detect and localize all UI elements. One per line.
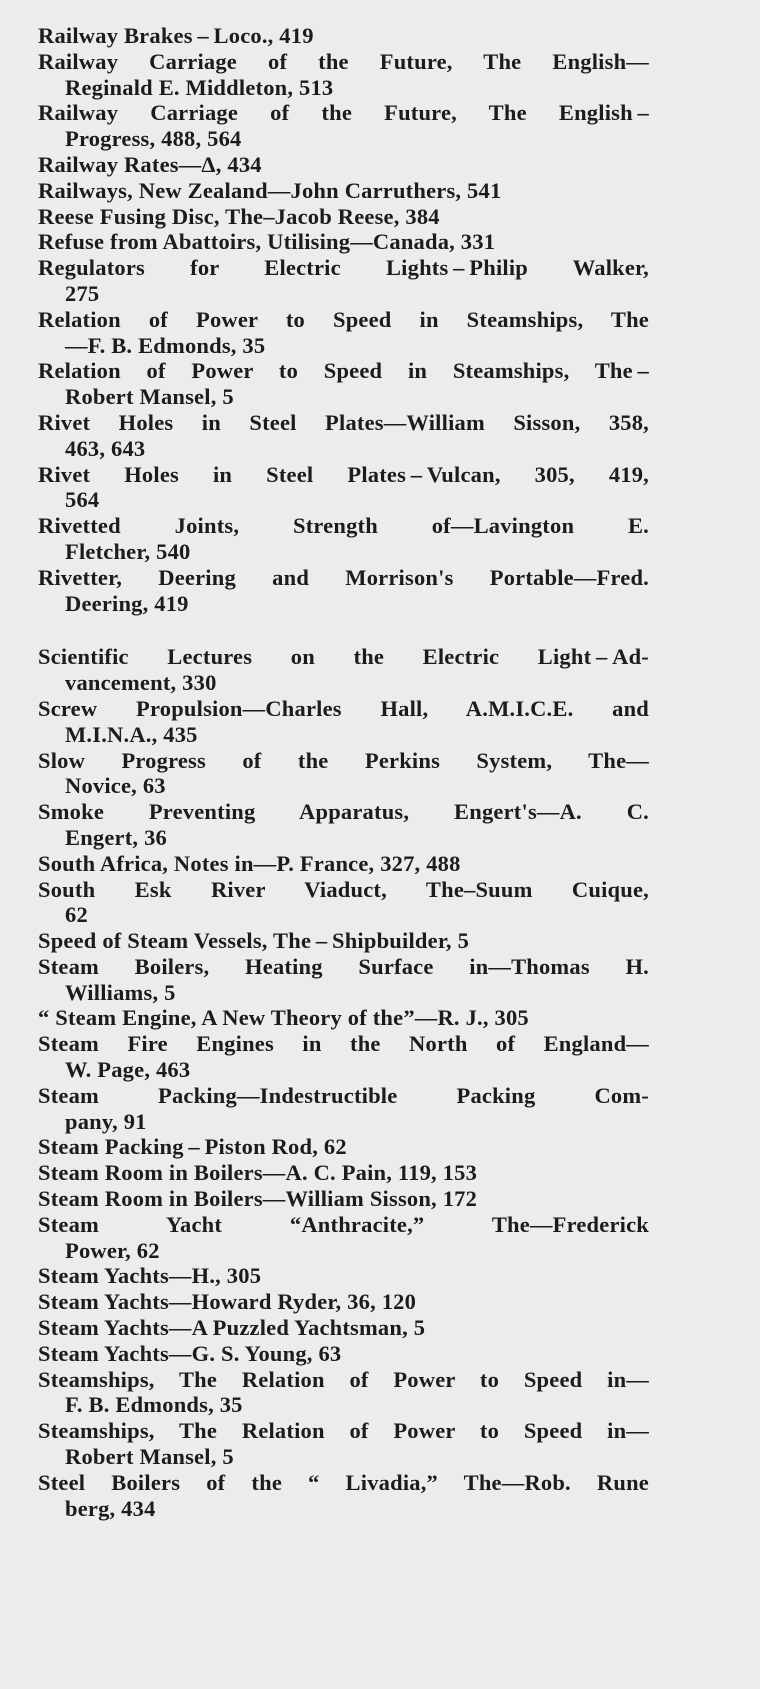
index-entry: [38, 851, 649, 877]
entry-continuation-line: vancement, 330: [65, 670, 217, 696]
index-entry: [38, 565, 649, 617]
index-entry: [38, 1315, 649, 1341]
entry-line: Railway Carriage of the Future, The English –: [38, 100, 649, 126]
index-entry: [38, 1031, 649, 1083]
entry-continuation-line: Novice, 63: [65, 773, 166, 799]
entry-line: South Esk River Viaduct, The–Suum Cuique,: [38, 876, 649, 902]
index-entry: [38, 696, 649, 748]
entry-continuation-line: 275: [65, 280, 100, 306]
entry-line: Reese Fusing Disc, The–Jacob Reese, 384: [38, 203, 440, 229]
index-entry: [38, 229, 649, 255]
index-entry: [38, 1263, 649, 1289]
entry-line: Steamships, The Relation of Power to Speed in—: [38, 1418, 649, 1444]
index-entry: [38, 1083, 649, 1135]
index-entry: [38, 799, 649, 851]
index-entry: [38, 1367, 649, 1419]
index-entry: [38, 23, 649, 49]
index-entry: [38, 513, 649, 565]
entry-line: Speed of Steam Vessels, The – Shipbuilder, 5: [38, 928, 470, 954]
index-entry: [38, 1160, 649, 1186]
entry-continuation-line: Robert Mansel, 5: [65, 384, 234, 410]
index-entry: [38, 1289, 649, 1315]
entry-continuation-line: Fletcher, 540: [65, 538, 191, 564]
entry-continuation-line: pany, 91: [65, 1108, 147, 1134]
entry-continuation-line: Deering, 419: [65, 590, 189, 616]
entry-line: Steam Room in Boilers—William Sisson, 172: [38, 1186, 478, 1212]
index-entry: [38, 307, 649, 359]
entry-line: Refuse from Abattoirs, Utilising—Canada, 331: [38, 229, 496, 255]
index-entry: [38, 1212, 649, 1264]
index-entry: [38, 954, 649, 1006]
entry-line: Rivet Holes in Steel Plates – Vulcan, 305, 419,: [38, 461, 649, 487]
entry-line: Steam Packing – Piston Rod, 62: [38, 1134, 347, 1160]
entry-continuation-line: Williams, 5: [65, 979, 176, 1005]
index-entry: [38, 1186, 649, 1212]
index-section: [38, 23, 649, 616]
entry-line: Rivetted Joints, Strength of—Lavington E.: [38, 513, 649, 539]
index-entry: [38, 1134, 649, 1160]
entry-line: Regulators for Electric Lights – Philip Walker,: [38, 255, 649, 281]
index-entry: [38, 358, 649, 410]
index-entry: [38, 877, 649, 929]
entry-line: Railway Brakes – Loco., 419: [38, 23, 314, 48]
entry-continuation-line: 62: [65, 902, 88, 928]
entry-line: Steam Room in Boilers—A. C. Pain, 119, 153: [38, 1160, 478, 1186]
section-gap: [38, 616, 649, 644]
index-entry: [38, 1341, 649, 1367]
entry-line: Steam Yacht “Anthracite,” The—Frederick: [38, 1211, 649, 1237]
index-entry: [38, 204, 649, 230]
entry-line: Rivet Holes in Steel Plates—William Sisson, 358,: [38, 409, 649, 435]
entry-continuation-line: Engert, 36: [65, 824, 167, 850]
entry-line: Steam Yachts—A Puzzled Yachtsman, 5: [38, 1315, 426, 1341]
entry-continuation-line: Reginald E. Middleton, 513: [65, 74, 334, 100]
entry-line: Relation of Power to Speed in Steamships, The –: [38, 358, 649, 384]
entry-line: Steam Packing—Indestructible Packing Com-: [38, 1082, 649, 1108]
index-page: [38, 23, 649, 1521]
index-entry: [38, 255, 649, 307]
entry-line: Steam Yachts—Howard Ryder, 36, 120: [38, 1289, 417, 1315]
index-entry: [38, 410, 649, 462]
entry-line: South Africa, Notes in—P. France, 327, 488: [38, 850, 461, 876]
index-entry: [38, 748, 649, 800]
entry-line: Steel Boilers of the “ Livadia,” The—Rob. Rune: [38, 1469, 649, 1495]
entry-continuation-line: 564: [65, 487, 100, 513]
entry-continuation-line: Robert Mansel, 5: [65, 1444, 234, 1470]
index-entry: [38, 1418, 649, 1470]
entry-line: Steam Yachts—H., 305: [38, 1263, 262, 1289]
entry-line: Screw Propulsion—Charles Hall, A.M.I.C.E. and: [38, 695, 649, 721]
entry-line: Steam Yachts—G. S. Young, 63: [38, 1340, 342, 1366]
entry-line: Relation of Power to Speed in Steamships, The: [38, 306, 649, 332]
entry-line: Railways, New Zealand—John Carruthers, 541: [38, 177, 502, 203]
entry-continuation-line: M.I.N.A., 435: [65, 721, 198, 747]
index-section: [38, 644, 649, 1521]
entry-line: Railway Rates—Δ, 434: [38, 151, 262, 177]
index-entry: [38, 928, 649, 954]
entry-line: Railway Carriage of the Future, The English—: [38, 48, 649, 74]
entry-continuation-line: berg, 434: [65, 1495, 156, 1521]
index-entry: [38, 152, 649, 178]
index-entry: [38, 644, 649, 696]
index-entry: [38, 178, 649, 204]
entry-continuation-line: F. B. Edmonds, 35: [65, 1392, 243, 1418]
entry-continuation-line: Power, 62: [65, 1237, 160, 1263]
index-entry: [38, 100, 649, 152]
entry-line: Scientific Lectures on the Electric Light – Ad-: [38, 644, 649, 670]
index-entry: [38, 49, 649, 101]
entry-continuation-line: 463, 643: [65, 435, 146, 461]
entry-line: Slow Progress of the Perkins System, The—: [38, 747, 649, 773]
entry-line: “ Steam Engine, A New Theory of the”—R. J., 305: [38, 1005, 529, 1031]
entry-line: Steam Fire Engines in the North of England—: [38, 1031, 649, 1057]
entry-continuation-line: Progress, 488, 564: [65, 126, 242, 152]
index-entry: [38, 1005, 649, 1031]
entry-line: Smoke Preventing Apparatus, Engert's—A. C.: [38, 799, 649, 825]
index-entry: [38, 1470, 649, 1522]
index-entry: [38, 462, 649, 514]
entry-continuation-line: —F. B. Edmonds, 35: [65, 332, 266, 358]
entry-line: Steamships, The Relation of Power to Speed in—: [38, 1366, 649, 1392]
entry-line: Rivetter, Deering and Morrison's Portable—Fred.: [38, 564, 649, 590]
entry-continuation-line: W. Page, 463: [65, 1057, 191, 1083]
entry-line: Steam Boilers, Heating Surface in—Thomas H.: [38, 953, 649, 979]
